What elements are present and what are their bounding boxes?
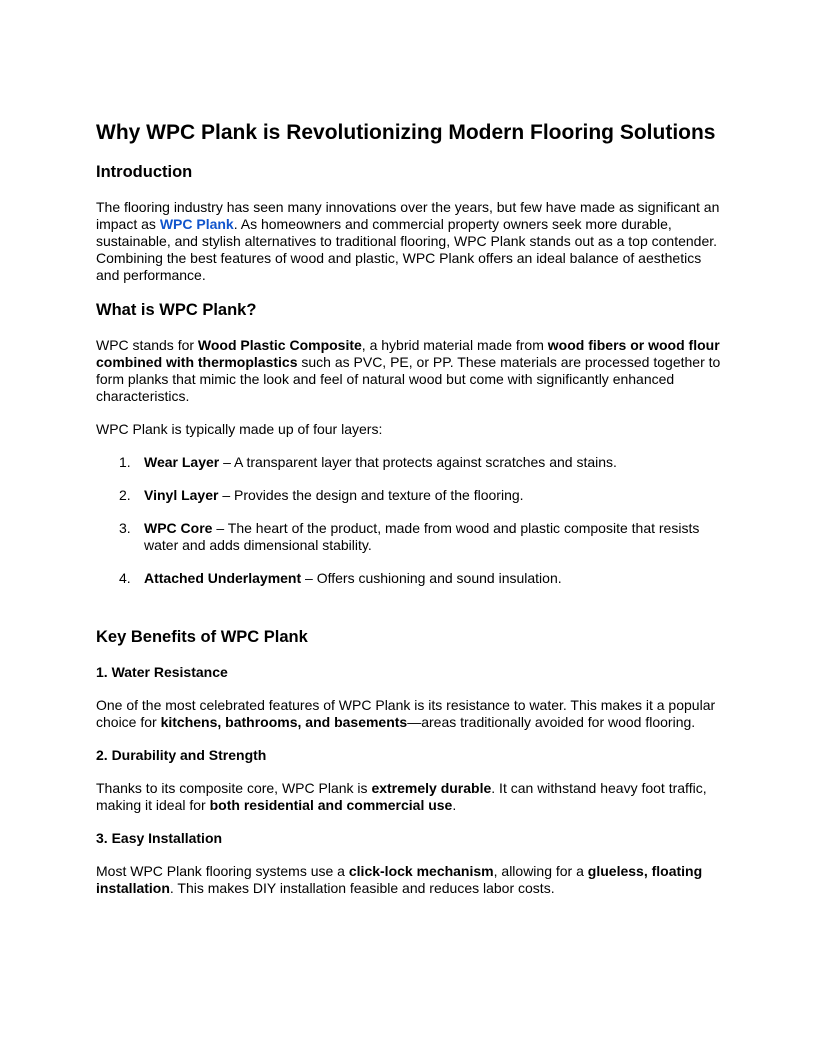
intro-paragraph [96, 199, 724, 284]
bold-run: extremely durable [371, 780, 492, 796]
text-run: Most WPC Plank flooring systems use a [96, 863, 349, 879]
layer-name: Wear Layer [144, 454, 220, 470]
subheading-durability: 2. Durability and Strength [96, 747, 267, 763]
list-number: 3. [119, 520, 131, 536]
bold-run: kitchens, bathrooms, and basements [160, 714, 408, 730]
durability-paragraph [96, 780, 724, 814]
section-heading-introduction: Introduction [96, 163, 193, 181]
text-run: . It can withstand heavy foot traffic, making it ideal for [96, 780, 707, 813]
bold-run: both residential and commercial use [209, 797, 453, 813]
what-paragraph [96, 337, 724, 405]
text-run: . [452, 797, 457, 813]
text-run: such as PVC, PE, or PP. These materials are processed together to form planks that mimic the look and feel of natural wood but come with significantly enhanced characteristics. [96, 354, 721, 404]
text-run: One of the most celebrated features of WPC Plank is its resistance to water. This makes it a popular choice for [96, 697, 716, 730]
layers-list [96, 454, 724, 587]
subheading-installation: 3. Easy Installation [96, 830, 223, 846]
layer-name: Attached Underlayment [144, 570, 302, 586]
text-run: , a hybrid material made from [361, 337, 548, 353]
bold-run: wood fibers or wood flour combined with thermoplastics [96, 337, 720, 370]
list-item [96, 487, 724, 504]
list-item [96, 570, 724, 587]
wpc-plank-link[interactable]: WPC Plank [159, 216, 234, 232]
text-run: —areas traditionally avoided for wood flooring. [407, 714, 696, 730]
text-run: . As homeowners and commercial property owners seek more durable, sustainable, and stylish alternatives to traditional flooring, WPC Plank stands out as a top contender. Combining the best features of wood and plastic, WPC Plank offers an ideal balance of aesthetics and performance. [96, 216, 718, 283]
section-heading-what-is: What is WPC Plank? [96, 301, 257, 319]
layer-name: Vinyl Layer [144, 487, 219, 503]
bold-run: Wood Plastic Composite [197, 337, 362, 353]
document-page [96, 119, 724, 913]
page-title: Why WPC Plank is Revolutionizing Modern Flooring Solutions [96, 121, 716, 144]
layer-description: – The heart of the product, made from wood and plastic composite that resists water and adds dimensional stability. [144, 520, 700, 553]
layer-description: – A transparent layer that protects against scratches and stains. [219, 454, 617, 470]
subheading-water-resistance: 1. Water Resistance [96, 664, 228, 680]
list-item [96, 520, 724, 554]
layer-description: – Provides the design and texture of the flooring. [218, 487, 524, 503]
bold-run: glueless, floating installation [96, 863, 703, 896]
text-run: WPC stands for [96, 337, 198, 353]
layer-name: WPC Core [144, 520, 213, 536]
bold-run: click-lock mechanism [348, 863, 494, 879]
installation-paragraph [96, 863, 724, 897]
layer-description: – Offers cushioning and sound insulation. [301, 570, 562, 586]
text-run: , allowing for a [493, 863, 588, 879]
list-number: 2. [119, 487, 131, 503]
layers-intro-paragraph: WPC Plank is typically made up of four layers: [96, 421, 383, 437]
water-paragraph [96, 697, 724, 731]
list-number: 4. [119, 570, 131, 586]
text-run: Thanks to its composite core, WPC Plank is [96, 780, 372, 796]
text-run: The flooring industry has seen many innovations over the years, but few have made as significant an impact as [96, 199, 720, 232]
text-run: . This makes DIY installation feasible and reduces labor costs. [169, 880, 555, 896]
list-item [96, 454, 724, 471]
list-number: 1. [119, 454, 131, 470]
section-heading-benefits: Key Benefits of WPC Plank [96, 628, 308, 646]
